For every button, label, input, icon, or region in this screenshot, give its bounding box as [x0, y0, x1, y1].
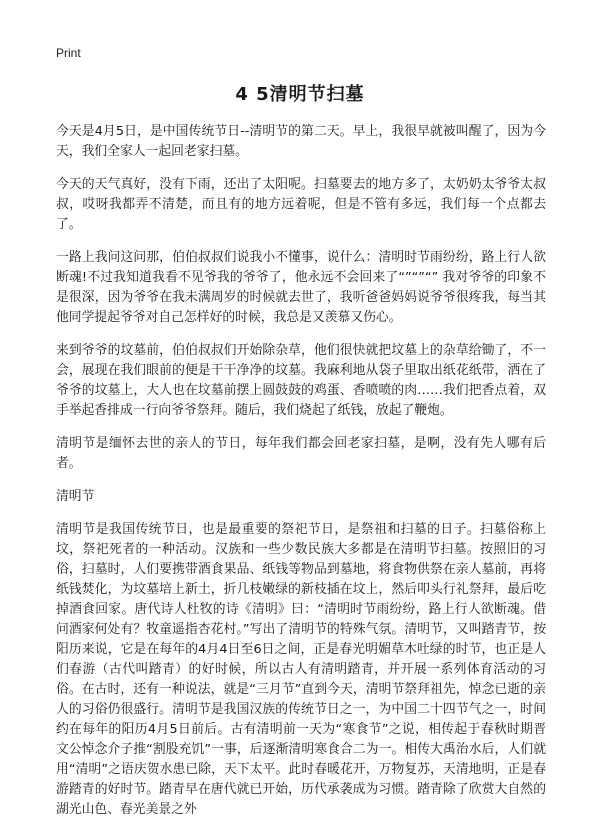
article-body	[56, 122, 546, 820]
paragraph-2: 今天的天气真好，没有下雨，还出了太阳呢。扫墓要去的地方多了，太奶奶太爷爷太叔叔，哎呀我都弄不清楚，而且有的地方远着呢，但是不管有多远，我们每一个点都去了。	[56, 177, 546, 232]
article-title: 4 5清明节扫墓	[235, 84, 365, 105]
paragraph-4: 来到爷爷的坟墓前，伯伯叔叔们开始除杂草，他们很快就把坟墓上的杂草给锄了，不一会，展现在我们眼前的便是干干净净的坟墓。我麻利地从袋子里取出纸花纸带，洒在了爷爷的坟墓上，大人也在坟墓前摆上圆鼓鼓的鸡蛋、香喷喷的肉……我们把香点着，双手举起香排成一行向爷爷祭拜。随后，我们烧起了纸钱，放起了鞭炮。	[56, 343, 546, 418]
section-heading: 清明节	[56, 489, 95, 504]
paragraph-1: 今天是4月5日，是中国传统节日--清明节的第二天。早上，我很早就被叫醒了，因为今天，我们全家人一起回老家扫墓。	[56, 124, 546, 159]
print-link[interactable]: Print	[56, 46, 81, 60]
section-paragraph: 清明节是我国传统节日，也是最重要的祭祀节日，是祭祖和扫墓的日子。扫墓俗称上坟，祭祀死者的一种活动。汉族和一些少数民族大多都是在清明节扫墓。按照旧的习俗，扫墓时，人们要携带酒食果品、纸钱等物品到墓地，将食物供祭在亲人墓前，再将纸钱焚化，为坟墓培上新土，折几枝嫩绿的新枝插在坟上，然后叩头行礼祭拜，最后吃掉酒食回家。唐代诗人杜牧的诗《清明》曰：“清明时节雨纷纷，路上行人欲断魂。借问酒家何处有？牧童遥指杏花村。”写出了清明节的特殊气氛。清明节，又叫踏青节，按阳历来说，它是在每年的4月4日至6日之间，正是春光明媚草木吐绿的时节，也正是人们春游（古代叫踏青）的好时候，所以古人有清明踏青，并开展一系列体育活动的习俗。在古时，还有一种说法，就是“三月节”直到今天，清明节祭拜祖先，悼念已逝的亲人的习俗仍很盛行。清明节是我国汉族的传统节日之一，为中国二十四节气之一，时间约在每年的阳历4月5日前后。古有清明前一天为“寒食节”之说，相传起于春秋时期晋文公悼念介子推“割股充饥”一事，后逐渐清明寒食合二为一。相传大禹治水后，人们就用“清明”之语庆贺水患已除，天下太平。此时春暖花开，万物复苏，天清地明，正是春游踏青的好时节。踏青早在唐代就已开始，历代承袭成为习惯。踏青除了欣赏大自然的湖光山色、春光美景之外	[56, 522, 546, 817]
paragraph-3: 一路上我问这问那，伯伯叔叔们说我小不懂事，说什么：清明时节雨纷纷，路上行人欲断魂!不过我知道我看不见爷我的爷爷了，他永远不会回来了“”“”“” 我对爷爷的印象不是很深，因为爷爷在我未满周岁的时候就去世了，我听爸爸妈妈说爷爷很疼我，每当其他同学提起爷爷对自己怎样好的时候，我总是又羡慕又伤心。	[56, 250, 546, 325]
paragraph-5: 清明节是缅怀去世的亲人的节日，每年我们都会回老家扫墓，是啊，没有先人哪有后者。	[56, 436, 546, 471]
